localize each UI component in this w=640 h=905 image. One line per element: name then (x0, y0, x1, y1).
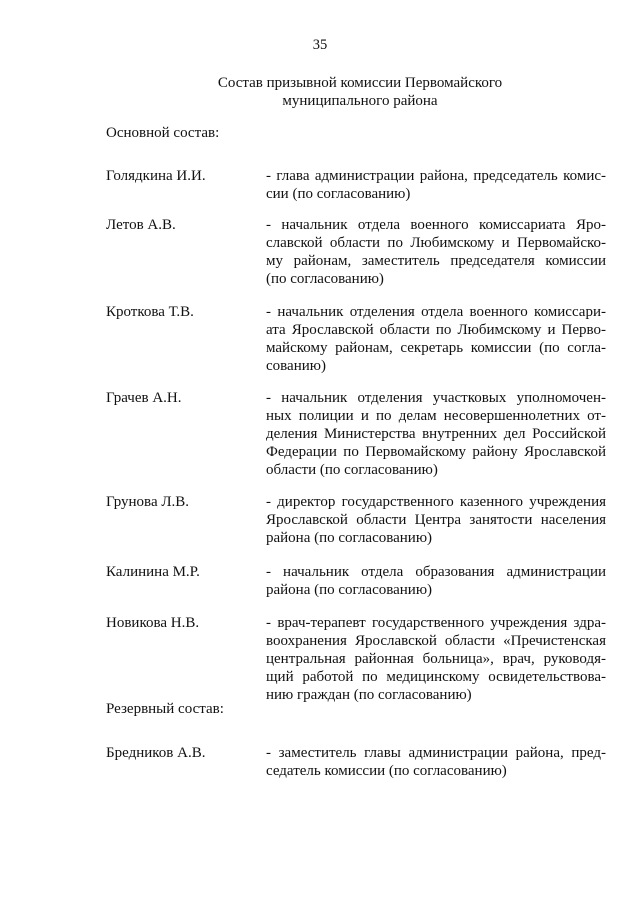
member-name: Голядкина И.И. (106, 168, 206, 184)
member-role (266, 167, 606, 203)
member-name: Летов А.В. (106, 217, 176, 233)
member-name: Грунова Л.В. (106, 494, 190, 510)
reserve-section-label: Резервный состав: (106, 701, 224, 717)
role-line: седатель комиссии (по согласованию) (266, 763, 507, 779)
role-line: - начальник отдела военного комиссариата Яро- (266, 217, 606, 233)
role-line: - начальник отделения участковых уполномочен- (266, 390, 606, 406)
role-line: сии (по согласованию) (266, 186, 411, 202)
member-role (266, 614, 606, 704)
member-name: Грачев А.Н. (106, 390, 182, 406)
role-line: - начальник отделения отдела военного комиссари- (266, 304, 606, 320)
member-role (266, 493, 606, 547)
role-line: района (по согласованию) (266, 582, 433, 598)
role-line: Федерации по Первомайскому району Ярославской (266, 444, 606, 460)
role-line: - заместитель главы администрации района, пред- (266, 745, 606, 761)
member-name: Бредников А.В. (106, 745, 206, 761)
role-line: - врач-терапевт государственного учреждения здра- (266, 615, 606, 631)
member-role (266, 216, 606, 288)
role-line: майскому районам, секретарь комиссии (по согла- (266, 340, 606, 356)
role-line: сованию) (266, 358, 326, 374)
member-role (266, 563, 606, 599)
member-role (266, 303, 606, 375)
title-line-1: Состав призывной комиссии Первомайского (217, 75, 503, 91)
role-line: нию граждан (по согласованию) (266, 687, 472, 703)
role-line: района (по согласованию) (266, 530, 433, 546)
role-line: - глава администрации района, председатель комис- (266, 168, 606, 184)
role-line: му районам, заместитель председателя комиссии (266, 253, 606, 269)
member-name: Новикова Н.В. (106, 615, 200, 631)
role-line: ных полиции и по делам несовершеннолетних от- (266, 408, 606, 424)
role-line: области (по согласованию) (266, 462, 438, 478)
role-line: ата Ярославской области по Любимскому и Перво- (266, 322, 606, 338)
role-line: (по согласованию) (266, 271, 384, 287)
role-line: Ярославской области Центра занятости населения (266, 512, 606, 528)
member-role (266, 744, 606, 780)
role-line: центральная районная больница», врач, руководя- (266, 651, 606, 667)
member-name: Калинина М.Р. (106, 564, 200, 580)
role-line: - начальник отдела образования администрации (266, 564, 606, 580)
role-line: деления Министерства внутренних дел Российской (266, 426, 606, 442)
role-line: щий работой по медицинскому освидетельствова- (266, 669, 606, 685)
page-number: 35 (312, 37, 328, 53)
role-line: - директор государственного казенного учреждения (266, 494, 606, 510)
main-section-label: Основной состав: (106, 125, 220, 141)
member-role (266, 389, 606, 479)
role-line: воохранения Ярославской области «Пречистенская (266, 633, 606, 649)
member-name: Кроткова Т.В. (106, 304, 194, 320)
document-title (140, 74, 580, 110)
role-line: славской области по Любимскому и Первомайско- (266, 235, 606, 251)
title-line-2: муниципального района (282, 93, 438, 109)
